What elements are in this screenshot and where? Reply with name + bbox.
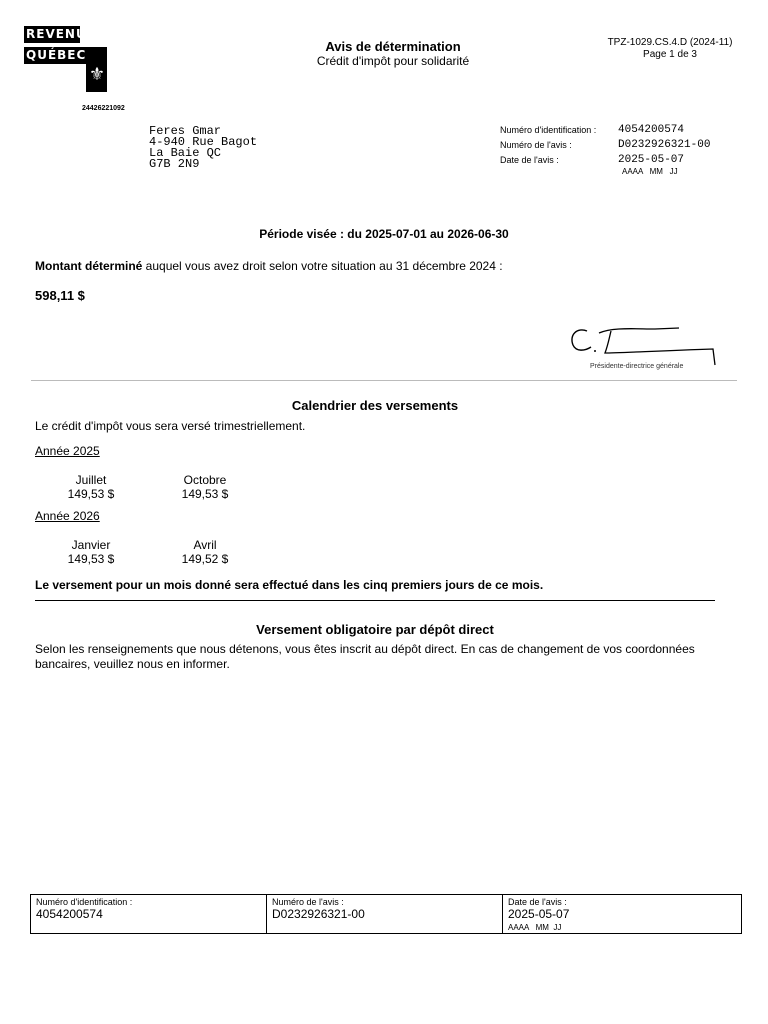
- footer-identifiers: [30, 894, 742, 934]
- document-header: [250, 39, 536, 68]
- year-label: Année 2025: [35, 444, 100, 458]
- notice-value: D0232926321-00: [618, 139, 711, 151]
- footer-notice-cell: [267, 895, 503, 933]
- payment-amount: 149,53 $: [181, 487, 229, 501]
- form-info: [590, 37, 750, 61]
- footer-date-format: AAAA MM JJ: [508, 923, 562, 932]
- payment-month: Octobre: [183, 473, 227, 487]
- date-value: 2025-05-07: [618, 154, 685, 166]
- payment-month: Juillet: [75, 473, 107, 487]
- revenu-quebec-logo: [24, 26, 107, 92]
- logo-line-2: QUÉBEC: [26, 48, 87, 62]
- year-label: Année 2026: [35, 509, 100, 523]
- page-number: Page 1 de 3: [643, 49, 697, 60]
- barcode-number: 24426221092: [82, 105, 125, 112]
- recipient-city: La Baie QC: [149, 146, 222, 160]
- footer-notice-value: D0232926321-00: [272, 907, 365, 921]
- amount-bold-label: Montant déterminé: [35, 259, 143, 273]
- payment-amount: 149,52 $: [181, 552, 229, 566]
- direct-deposit-text: Selon les renseignements que nous détenons, vous êtes inscrit au dépôt direct. En cas de changement de vos coordonnées bancaires, veuillez nous en informer.: [35, 642, 695, 671]
- direct-deposit-title: Versement obligatoire par dépôt direct: [256, 622, 494, 637]
- schedule-intro: Le crédit d'impôt vous sera versé trimestriellement.: [35, 419, 306, 433]
- document-subtitle: Crédit d'impôt pour solidarité: [316, 54, 470, 68]
- recipient-street: 4-940 Rue Bagot: [149, 135, 258, 149]
- payment-item: [160, 538, 250, 566]
- divider: [31, 380, 737, 381]
- payment-timing-note: Le versement pour un mois donné sera effectué dans les cinq premiers jours de ce mois.: [35, 578, 544, 592]
- footer-id-label: Numéro d'identification :: [36, 897, 133, 907]
- determined-amount: 598,11 $: [35, 288, 85, 303]
- id-value: 4054200574: [618, 124, 685, 136]
- schedule-title: Calendrier des versements: [291, 398, 459, 413]
- footer-notice-label: Numéro de l'avis :: [272, 897, 344, 907]
- date-label: Date de l'avis :: [500, 155, 559, 165]
- payment-amount: 149,53 $: [67, 552, 115, 566]
- recipient-postal: G7B 2N9: [149, 157, 200, 171]
- notice-label: Numéro de l'avis :: [500, 140, 572, 150]
- amount-description: [35, 259, 503, 273]
- payment-item: [46, 473, 136, 501]
- payment-month: Janvier: [71, 538, 111, 552]
- document-title: Avis de détermination: [325, 39, 461, 54]
- fleur-de-lis-icon: ⚜: [88, 64, 106, 84]
- payment-month: Avril: [193, 538, 217, 552]
- footer-date-value: 2025-05-07: [508, 907, 570, 921]
- footer-date-label: Date de l'avis :: [508, 897, 567, 907]
- amount-text: auquel vous avez droit selon votre situation au 31 décembre 2024 :: [142, 259, 503, 273]
- recipient-address: [149, 126, 257, 170]
- payment-item: [160, 473, 250, 501]
- payment-item: [46, 538, 136, 566]
- id-label: Numéro d'identification :: [500, 125, 597, 135]
- logo-line-1: REVENU: [26, 27, 87, 41]
- payment-amount: 149,53 $: [67, 487, 115, 501]
- footer-date-cell: [503, 895, 741, 933]
- divider: [35, 600, 715, 601]
- date-format: AAAA MM JJ: [622, 167, 678, 176]
- signature-caption: Présidente-directrice générale: [590, 363, 684, 370]
- period-covered: Période visée : du 2025-07-01 au 2026-06-30: [259, 227, 509, 241]
- recipient-name: Feres Gmar: [149, 124, 222, 138]
- form-code: TPZ-1029.CS.4.D (2024-11): [607, 37, 733, 48]
- footer-id-value: 4054200574: [36, 907, 103, 921]
- footer-id-cell: [31, 895, 267, 933]
